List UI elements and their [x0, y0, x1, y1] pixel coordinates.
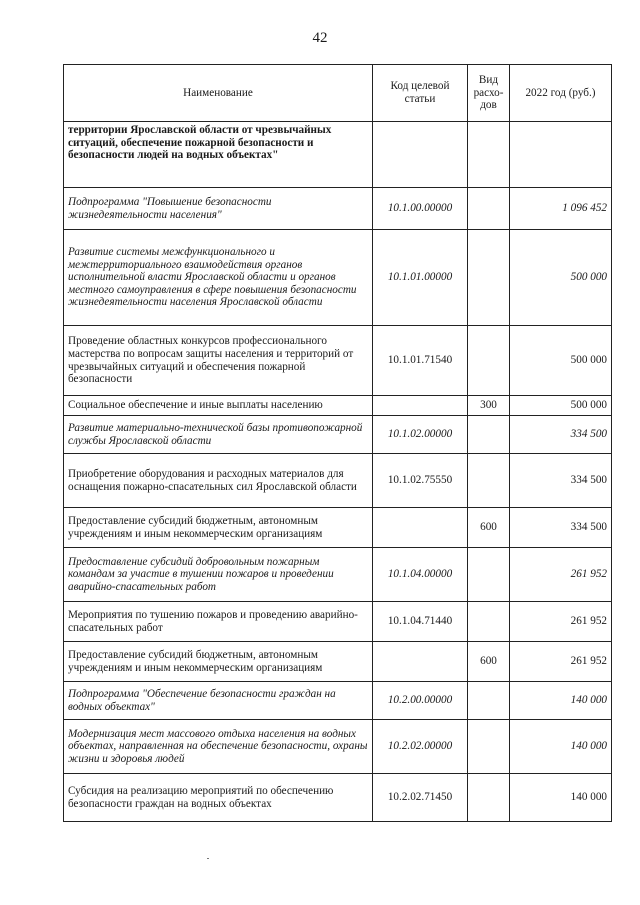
cell-code: 10.2.02.71450: [373, 774, 468, 822]
cell-name: Модернизация мест массового отдыха населения на водных объектах, направленная на обеспечение безопасности, охраны жизни и здоровья людей: [64, 720, 373, 774]
cell-name: Социальное обеспечение и иные выплаты населению: [64, 396, 373, 416]
page-number: 42: [312, 30, 328, 46]
cell-code: 10.1.04.00000: [373, 548, 468, 602]
cell-vid: [468, 122, 510, 188]
cell-sum: 261 952: [510, 642, 612, 682]
cell-sum: [510, 122, 612, 188]
cell-sum: 261 952: [510, 548, 612, 602]
cell-sum: 140 000: [510, 682, 612, 720]
cell-sum: 334 500: [510, 508, 612, 548]
table-row: [64, 416, 612, 454]
cell-sum: 140 000: [510, 774, 612, 822]
cell-name: Развитие материально-технической базы противопожарной службы Ярославской области: [64, 416, 373, 454]
cell-code: 10.1.01.71540: [373, 326, 468, 396]
cell-code: 10.1.02.75550: [373, 454, 468, 508]
header-code: Код целевой статьи: [373, 65, 468, 122]
table-row: [64, 396, 612, 416]
table-row: [64, 508, 612, 548]
cell-vid: [468, 602, 510, 642]
table-body: [64, 122, 612, 822]
cell-name: Подпрограмма "Обеспечение безопасности граждан на водных объектах": [64, 682, 373, 720]
table-row: [64, 122, 612, 188]
scan-dot: [207, 858, 209, 859]
cell-vid: [468, 682, 510, 720]
cell-sum: 261 952: [510, 602, 612, 642]
cell-name: Предоставление субсидий бюджетным, автономным учреждениям и иным некоммерческим организациям: [64, 642, 373, 682]
cell-code: 10.1.04.71440: [373, 602, 468, 642]
cell-vid: [468, 188, 510, 230]
cell-name: Развитие системы межфункционального и межтерриториального взаимодействия органов исполнительной власти Ярославской области и органов местного самоуправления в сфере повышения безопасности жизнедеятельности населения Ярославской области: [64, 230, 373, 326]
cell-name: Подпрограмма "Повышение безопасности жизнедеятельности населения": [64, 188, 373, 230]
cell-vid: [468, 230, 510, 326]
table-row: [64, 720, 612, 774]
header-name: Наименование: [64, 65, 373, 122]
cell-code: [373, 396, 468, 416]
table-row: [64, 326, 612, 396]
cell-sum: 334 500: [510, 454, 612, 508]
cell-name: Субсидия на реализацию мероприятий по обеспечению безопасности граждан на водных объектах: [64, 774, 373, 822]
cell-vid: [468, 326, 510, 396]
cell-code: [373, 642, 468, 682]
cell-sum: 1 096 452: [510, 188, 612, 230]
cell-name: Предоставление субсидий бюджетным, автономным учреждениям и иным некоммерческим организациям: [64, 508, 373, 548]
cell-vid: 300: [468, 396, 510, 416]
cell-name: Проведение областных конкурсов профессионального мастерства по вопросам защиты населения и территорий от чрезвычайных ситуаций и обеспечения пожарной безопасности: [64, 326, 373, 396]
cell-sum: 500 000: [510, 326, 612, 396]
table-row: [64, 642, 612, 682]
cell-code: 10.2.00.00000: [373, 682, 468, 720]
cell-code: [373, 122, 468, 188]
table-row: [64, 682, 612, 720]
cell-name: Предоставление субсидий добровольным пожарным командам за участие в тушении пожаров и проведении аварийно-спасательных работ: [64, 548, 373, 602]
cell-sum: 334 500: [510, 416, 612, 454]
table-row: [64, 230, 612, 326]
cell-name: Приобретение оборудования и расходных материалов для оснащения пожарно-спасательных сил Ярославской области: [64, 454, 373, 508]
cell-name: Мероприятия по тушению пожаров и проведению аварийно-спасательных работ: [64, 602, 373, 642]
table-row: [64, 774, 612, 822]
table-row: [64, 602, 612, 642]
cell-sum: 140 000: [510, 720, 612, 774]
cell-code: 10.1.02.00000: [373, 416, 468, 454]
cell-code: [373, 508, 468, 548]
cell-sum: 500 000: [510, 396, 612, 416]
budget-table: [63, 64, 612, 822]
header-vid: Вид расхо-дов: [468, 65, 510, 122]
cell-name: территории Ярославской области от чрезвычайных ситуаций, обеспечение пожарной безопасности и безопасности людей на водных объектах": [64, 122, 373, 188]
cell-code: 10.1.00.00000: [373, 188, 468, 230]
table-header-row: [64, 65, 612, 122]
table-row: [64, 548, 612, 602]
cell-vid: [468, 774, 510, 822]
cell-vid: [468, 720, 510, 774]
table-row: [64, 454, 612, 508]
cell-vid: [468, 416, 510, 454]
table-row: [64, 188, 612, 230]
cell-vid: 600: [468, 508, 510, 548]
header-sum: 2022 год (руб.): [510, 65, 612, 122]
cell-vid: [468, 454, 510, 508]
cell-code: 10.2.02.00000: [373, 720, 468, 774]
cell-sum: 500 000: [510, 230, 612, 326]
cell-vid: [468, 548, 510, 602]
cell-vid: 600: [468, 642, 510, 682]
cell-code: 10.1.01.00000: [373, 230, 468, 326]
